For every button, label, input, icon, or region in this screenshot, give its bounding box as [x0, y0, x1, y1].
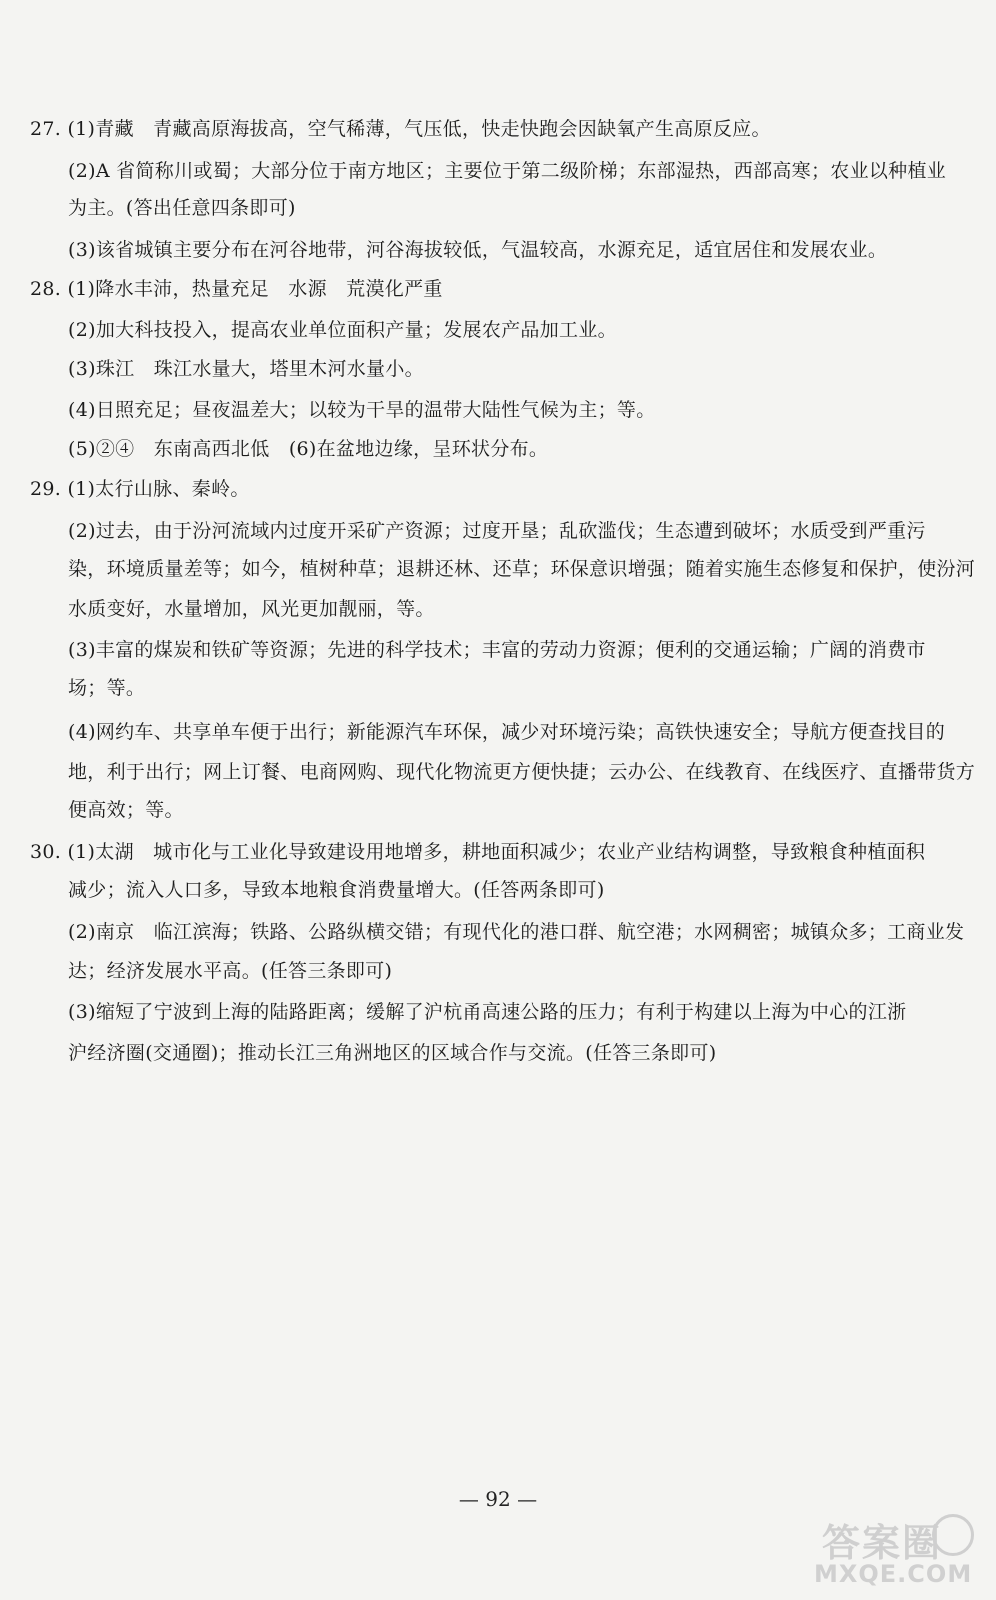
q29-line-6: 场；等。 [68, 677, 146, 699]
q30-line-1: 30. (1)太湖 城市化与工业化导致建设用地增多，耕地面积减少；农业产业结构调整，导致粮食种植面积 [30, 841, 926, 863]
q30-line-2: 减少；流入人口多，导致本地粮食消费量增大。(任答两条即可) [68, 879, 605, 901]
watermark-logo [812, 1510, 982, 1590]
q28-line-2: (2)加大科技投入，提高农业单位面积产量；发展农产品加工业。 [68, 319, 617, 341]
q28-line-4: (4)日照充足；昼夜温差大；以较为干旱的温带大陆性气候为主；等。 [68, 399, 656, 421]
q27-line-4: (3)该省城镇主要分布在河谷地带，河谷海拔较低，气温较高，水源充足，适宜居住和发展农业。 [68, 239, 888, 261]
q28-line-5: (5)②④ 东南高西北低 (6)在盆地边缘，呈环状分布。 [68, 438, 549, 460]
q30-line-5: (3)缩短了宁波到上海的陆路距离；缓解了沪杭甬高速公路的压力；有利于构建以上海为中心的江浙 [68, 1001, 907, 1023]
q29-line-9: 便高效；等。 [68, 799, 184, 821]
q30-line-3: (2)南京 临江滨海；铁路、公路纵横交错；有现代化的港口群、航空港；水网稠密；城镇众多；工商业发 [68, 921, 965, 943]
q30-line-4: 达；经济发展水平高。(任答三条即可) [68, 960, 393, 982]
q29-line-4: 水质变好，水量增加，风光更加靓丽，等。 [68, 598, 435, 620]
q29-line-8: 地，利于出行；网上订餐、电商网购、现代化物流更方便快捷；云办公、在线教育、在线医疗、直播带货方 [68, 761, 976, 783]
page-number: — 92 — [458, 1487, 538, 1511]
q28-line-3: (3)珠江 珠江水量大，塔里木河水量小。 [68, 358, 424, 380]
q28-line-1: 28. (1)降水丰沛，热量充足 水源 荒漠化严重 [30, 278, 443, 300]
q29-line-1: 29. (1)太行山脉、秦岭。 [30, 478, 250, 500]
q27-line-1: 27. (1)青藏 青藏高原海拔高，空气稀薄，气压低，快走快跑会因缺氧产生高原反应。 [30, 118, 771, 140]
q30-line-6: 沪经济圈(交通圈)；推动长江三角洲地区的区域合作与交流。(任答三条即可) [68, 1042, 717, 1064]
q29-line-7: (4)网约车、共享单车便于出行；新能源汽车环保，减少对环境污染；高铁快速安全；导航方便查找目的 [68, 721, 946, 743]
watermark-badge-icon [932, 1514, 974, 1556]
q29-line-3: 染，环境质量差等；如今，植树种草；退耕还林、还草；环保意识增强；随着实施生态修复和保护，使汾河 [68, 558, 976, 580]
q27-line-2: (2)A 省简称川或蜀；大部分位于南方地区；主要位于第二级阶梯；东部湿热，西部高寒；农业以种植业 [68, 160, 947, 182]
watermark-url: MXQE.COM [814, 1560, 973, 1588]
q29-line-2: (2)过去，由于汾河流域内过度开采矿产资源；过度开垦；乱砍滥伐；生态遭到破坏；水质受到严重污 [68, 520, 926, 542]
watermark-logo-text: 答案圈 [822, 1520, 943, 1565]
q29-line-5: (3)丰富的煤炭和铁矿等资源；先进的科学技术；丰富的劳动力资源；便利的交通运输；广阔的消费市 [68, 639, 926, 661]
q27-line-3: 为主。(答出任意四条即可) [68, 197, 296, 219]
